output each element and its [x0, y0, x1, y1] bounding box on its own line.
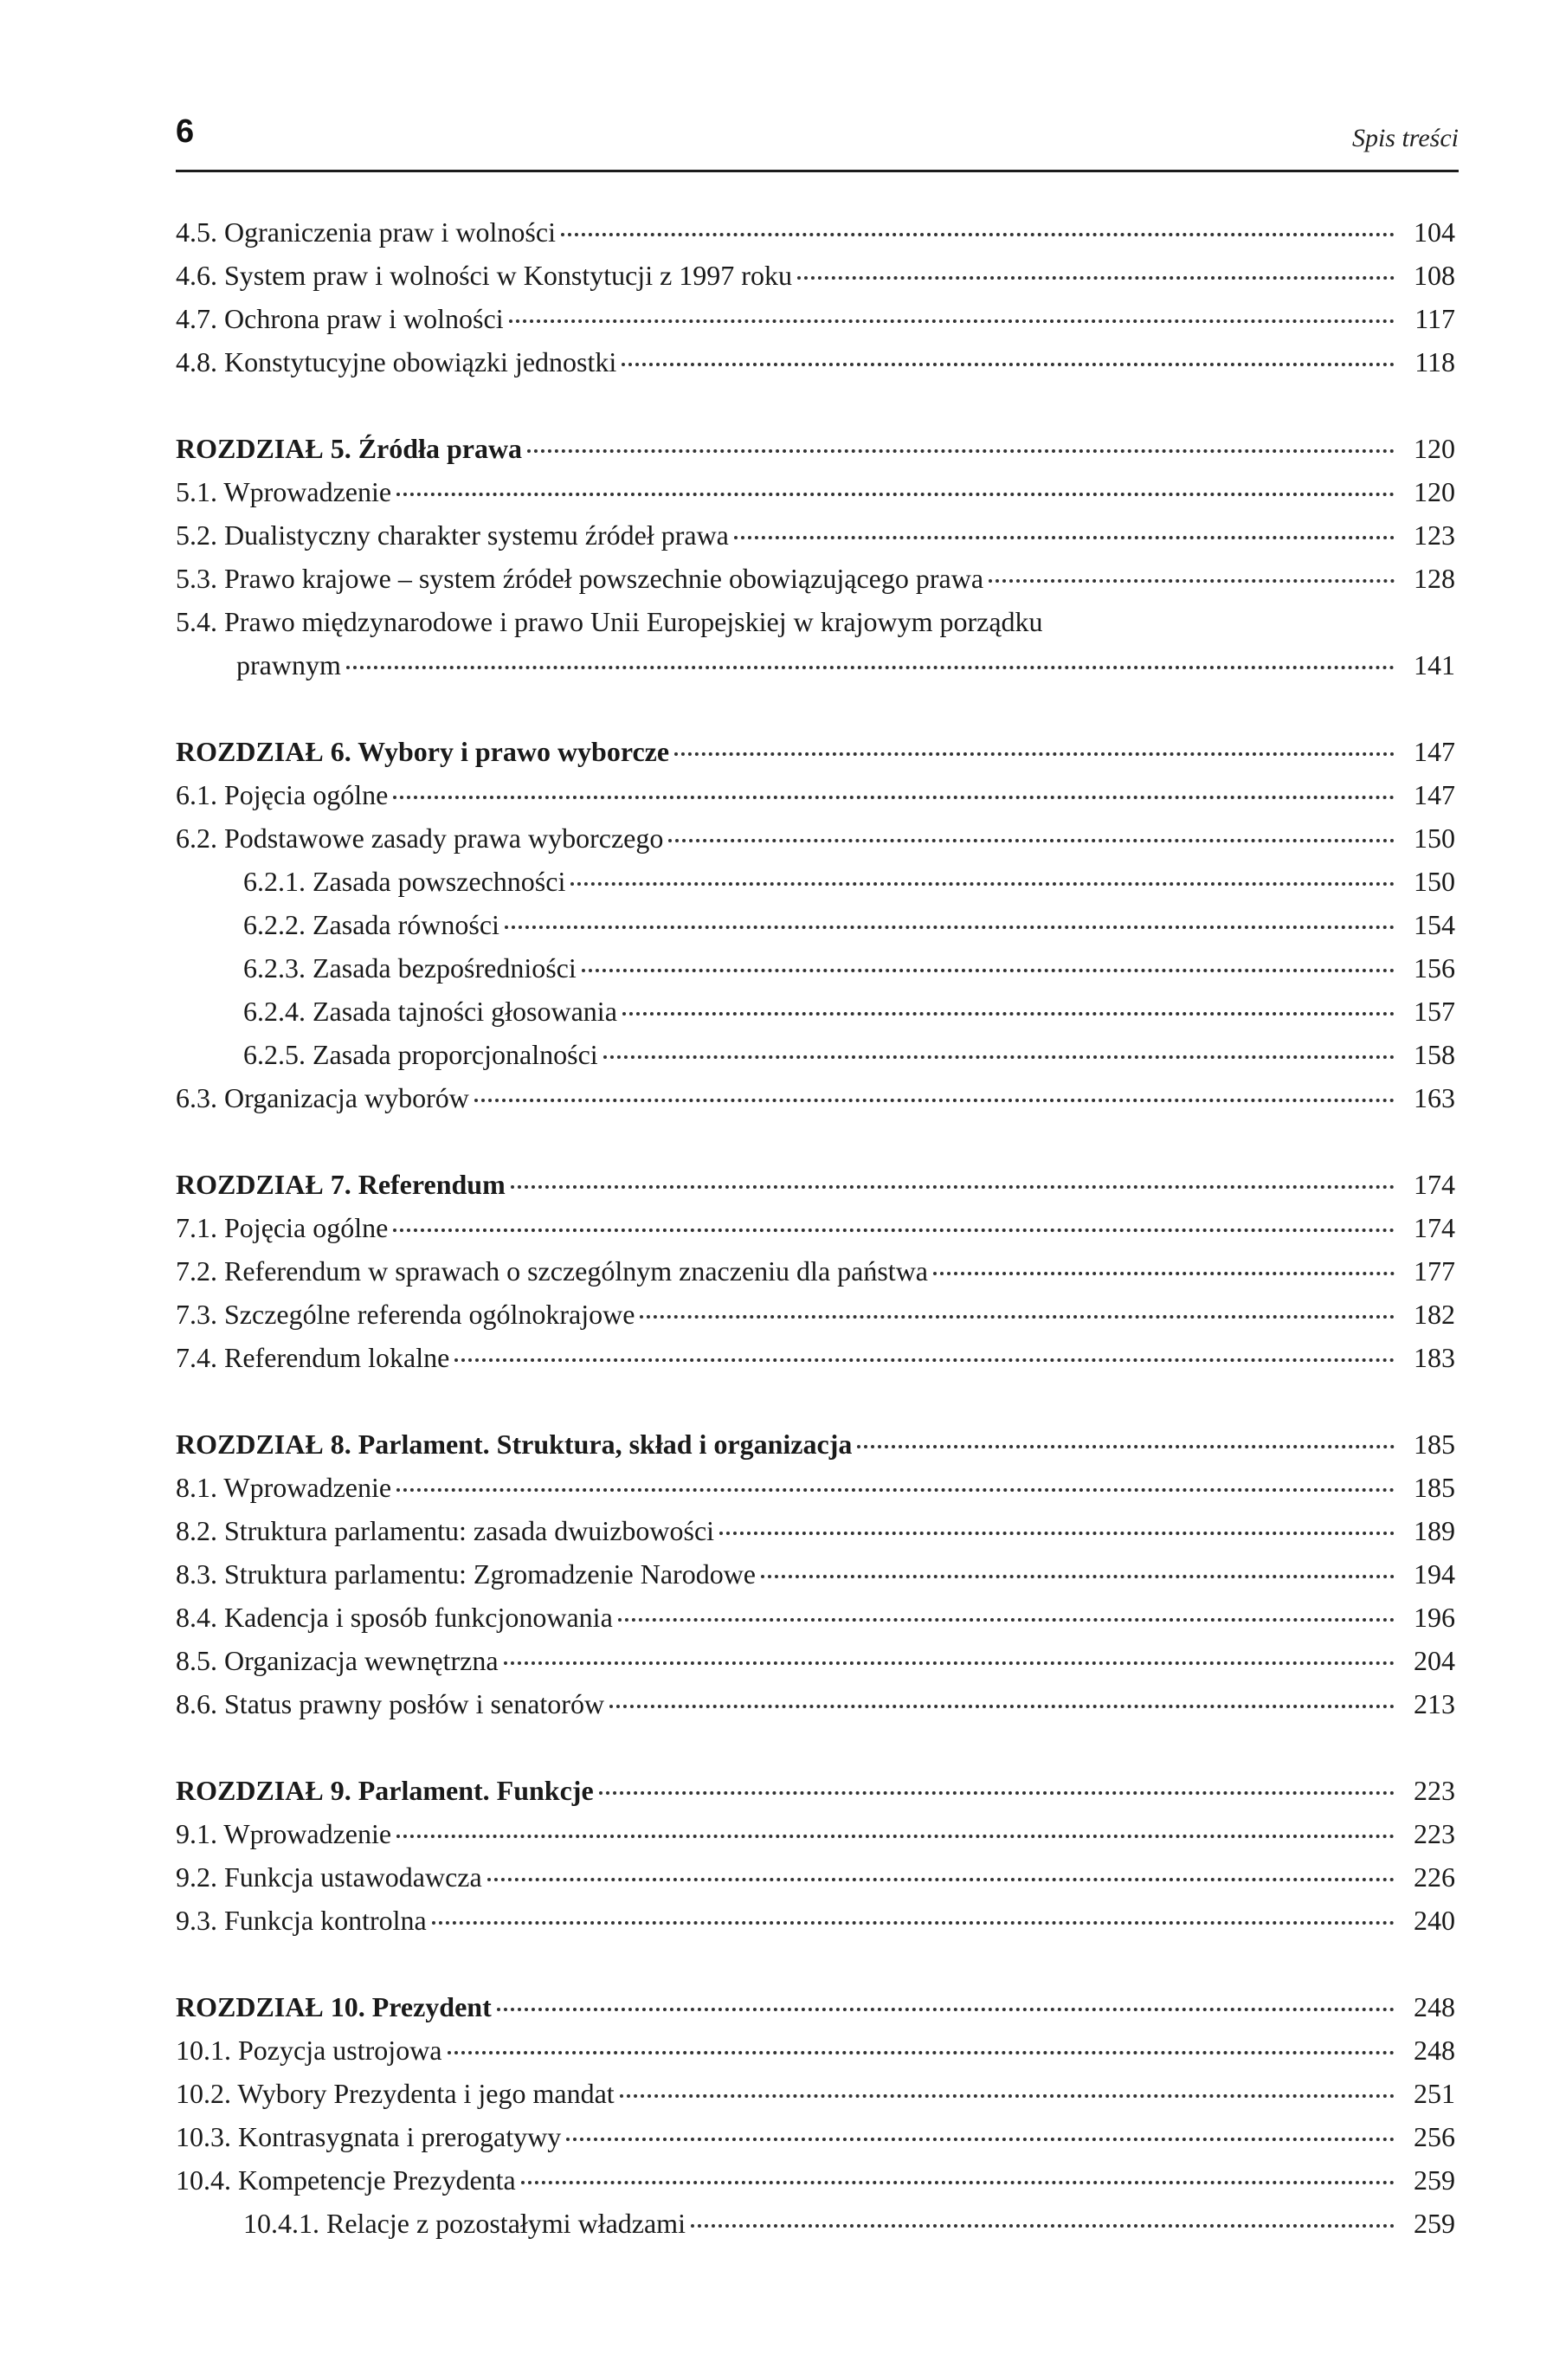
toc-entry-page: 251	[1414, 2078, 1455, 2109]
toc-entry-page: 150	[1414, 866, 1455, 897]
toc-group-chapter-5	[176, 427, 1455, 687]
toc-entry[interactable]	[176, 1899, 1455, 1942]
dot-leader	[396, 1488, 1395, 1492]
toc-entry-page: 183	[1414, 1342, 1455, 1373]
toc-entry-label: 6.2.2. Zasada równości	[243, 909, 499, 940]
toc-entry-page: 248	[1414, 1991, 1455, 2022]
toc-entry[interactable]	[176, 513, 1455, 557]
dot-leader	[620, 2094, 1395, 2098]
dot-leader	[432, 1921, 1395, 1925]
toc-entry[interactable]	[176, 1855, 1455, 1899]
dot-leader	[396, 493, 1395, 496]
toc-entry-label: ROZDZIAŁ 6. Wybory i prawo wyborcze	[176, 736, 670, 767]
toc-entry[interactable]	[176, 1509, 1455, 1552]
toc-entry-label: 7.2. Referendum w sprawach o szczególnym znaczeniu dla państwa	[176, 1255, 928, 1287]
toc-entry-label: 9.2. Funkcja ustawodawcza	[176, 1861, 482, 1893]
toc-entry-label: 4.6. System praw i wolności w Konstytucji z 1997 roku	[176, 260, 792, 291]
toc-entry[interactable]	[176, 2158, 1455, 2202]
dot-leader	[504, 1661, 1395, 1665]
toc-entry-page: 196	[1414, 1602, 1455, 1633]
toc-entry-label: 5.3. Prawo krajowe – system źródeł powszechnie obowiązującego prawa	[176, 563, 984, 594]
toc-entry-page: 128	[1414, 563, 1455, 594]
toc-entry[interactable]	[176, 1596, 1455, 1639]
toc-entry-label: 8.6. Status prawny posłów i senatorów	[176, 1688, 605, 1719]
toc-entry-page: 150	[1414, 822, 1455, 854]
dot-leader	[761, 1575, 1395, 1578]
toc-entry-page: 118	[1414, 346, 1455, 377]
toc-entry-page: 117	[1414, 303, 1455, 334]
toc-entry[interactable]	[176, 254, 1455, 297]
toc-entry-label: 8.3. Struktura parlamentu: Zgromadzenie Narodowe	[176, 1558, 756, 1590]
toc-entry-page: 213	[1414, 1688, 1455, 1719]
toc-entry-page: 147	[1414, 779, 1455, 810]
toc-entry-label-continuation: prawnym	[236, 649, 341, 680]
toc-subentry[interactable]	[176, 860, 1455, 903]
dot-leader	[487, 1878, 1395, 1881]
toc-entry-label: 8.5. Organizacja wewnętrzna	[176, 1645, 499, 1676]
dot-leader	[561, 233, 1395, 236]
toc-entry-page: 223	[1414, 1775, 1455, 1806]
dot-leader	[603, 1055, 1395, 1059]
toc-entry-page: 226	[1414, 1861, 1455, 1893]
toc-entry[interactable]	[176, 340, 1455, 384]
toc-entry-label: ROZDZIAŁ 5. Źródła prawa	[176, 433, 523, 464]
dot-leader	[511, 1185, 1395, 1189]
dot-leader	[454, 1358, 1395, 1362]
toc-entry[interactable]	[176, 2028, 1455, 2072]
dot-leader	[857, 1445, 1395, 1448]
running-head: Spis treści	[1351, 124, 1459, 152]
toc-subentry[interactable]	[176, 2202, 1455, 2245]
toc-entry-page: 163	[1414, 1082, 1455, 1113]
toc-entry-label: 10.1. Pozycja ustrojowa	[176, 2035, 442, 2066]
toc-entry-label: 6.3. Organizacja wyborów	[176, 1082, 469, 1113]
toc-entry[interactable]	[176, 1249, 1455, 1293]
dot-leader	[497, 2008, 1395, 2011]
toc-entry[interactable]	[176, 470, 1455, 513]
toc-entry-label: 7.4. Referendum lokalne	[176, 1342, 450, 1373]
toc-entry-page: 256	[1414, 2121, 1455, 2152]
toc-entry[interactable]	[176, 816, 1455, 860]
toc-entry-label: 9.3. Funkcja kontrolna	[176, 1905, 427, 1936]
toc-entry-label: ROZDZIAŁ 8. Parlament. Struktura, skład i organizacja	[176, 1429, 853, 1460]
dot-leader	[393, 796, 1395, 799]
toc-entry-label: 10.4.1. Relacje z pozostałymi władzami	[243, 2208, 686, 2239]
toc-entry[interactable]	[176, 600, 1455, 687]
toc-chapter-heading[interactable]	[176, 1422, 1455, 1466]
toc-entry-page: 156	[1414, 952, 1455, 984]
toc-group-chapter-8	[176, 1422, 1455, 1725]
toc-subentry[interactable]	[176, 903, 1455, 946]
toc-entry-label: 10.2. Wybory Prezydenta i jego mandat	[176, 2078, 615, 2109]
dot-leader	[674, 752, 1395, 756]
dot-leader	[734, 536, 1395, 539]
toc-entry[interactable]	[176, 210, 1455, 254]
toc-entry-label: 4.7. Ochrona praw i wolności	[176, 303, 504, 334]
toc-entry-page: 174	[1414, 1212, 1455, 1243]
toc-entry-label: 7.3. Szczególne referenda ogólnokrajowe	[176, 1299, 635, 1330]
toc-entry[interactable]	[176, 1552, 1455, 1596]
dot-leader	[691, 2224, 1395, 2228]
toc-entry-page: 147	[1414, 736, 1455, 767]
toc-chapter-heading[interactable]	[176, 427, 1455, 470]
toc-entry[interactable]	[176, 557, 1455, 600]
toc-entry-page: 185	[1414, 1472, 1455, 1503]
page-number: 6	[176, 113, 195, 150]
toc-entry-page: 189	[1414, 1515, 1455, 1546]
toc-entry-label: 4.8. Konstytucyjne obowiązki jednostki	[176, 346, 617, 377]
toc-entry-page: 240	[1414, 1905, 1455, 1936]
dot-leader	[527, 449, 1395, 453]
dot-leader	[933, 1272, 1395, 1275]
toc-entry-page: 141	[1414, 649, 1455, 680]
toc-entry[interactable]	[176, 1639, 1455, 1682]
dot-leader	[618, 1618, 1395, 1622]
toc-entry-page: 259	[1414, 2208, 1455, 2239]
toc-entry-page: 120	[1414, 433, 1455, 464]
dot-leader	[570, 882, 1395, 886]
dot-leader	[622, 363, 1395, 366]
toc-entry[interactable]	[176, 1206, 1455, 1249]
toc-entry-page: 194	[1414, 1558, 1455, 1590]
toc-entry-label: 8.4. Kadencja i sposób funkcjonowania	[176, 1602, 613, 1633]
toc-chapter-heading[interactable]	[176, 730, 1455, 773]
toc-entry-label: 10.3. Kontrasygnata i prerogatywy	[176, 2121, 562, 2152]
dot-leader	[622, 1012, 1395, 1016]
toc-entry-label: 10.4. Kompetencje Prezydenta	[176, 2164, 516, 2196]
toc-entry-label: 6.1. Pojęcia ogólne	[176, 779, 389, 810]
dot-leader	[668, 839, 1395, 842]
toc-entry[interactable]	[176, 2115, 1455, 2158]
toc-entry[interactable]	[176, 773, 1455, 816]
toc-entry-page: 259	[1414, 2164, 1455, 2196]
toc-entry-page: 182	[1414, 1299, 1455, 1330]
table-of-contents	[176, 210, 1455, 2288]
dot-leader	[509, 319, 1395, 323]
toc-subentry[interactable]	[176, 1033, 1455, 1076]
dot-leader	[521, 2181, 1395, 2184]
dot-leader	[346, 666, 1395, 669]
toc-group-chapter-7	[176, 1163, 1455, 1379]
toc-entry-page: 185	[1414, 1429, 1455, 1460]
toc-entry[interactable]	[176, 1812, 1455, 1855]
toc-entry-label: 6.2.4. Zasada tajności głosowania	[243, 996, 617, 1027]
toc-entry-page: 177	[1414, 1255, 1455, 1287]
toc-entry-label: 8.2. Struktura parlamentu: zasada dwuizbowości	[176, 1515, 715, 1546]
toc-entry-page: 154	[1414, 909, 1455, 940]
toc-chapter-heading[interactable]	[176, 1163, 1455, 1206]
dot-leader	[599, 1791, 1395, 1795]
toc-entry-label: 6.2.1. Zasada powszechności	[243, 866, 566, 897]
toc-entry-page: 123	[1414, 519, 1455, 551]
dot-leader	[609, 1705, 1395, 1708]
toc-entry-label: ROZDZIAŁ 10. Prezydent	[176, 1991, 492, 2022]
toc-entry-page: 204	[1414, 1645, 1455, 1676]
toc-entry-page: 248	[1414, 2035, 1455, 2066]
toc-entry-label: 6.2.3. Zasada bezpośredniości	[243, 952, 577, 984]
toc-group-chapter-4-continued	[176, 210, 1455, 384]
toc-group-chapter-9	[176, 1769, 1455, 1942]
toc-entry-label: ROZDZIAŁ 7. Referendum	[176, 1169, 506, 1200]
dot-leader	[582, 969, 1395, 972]
dot-leader	[719, 1532, 1395, 1535]
dot-leader	[505, 926, 1395, 929]
toc-group-chapter-10	[176, 1985, 1455, 2245]
dot-leader	[797, 276, 1395, 280]
toc-entry[interactable]	[176, 297, 1455, 340]
toc-entry-page: 174	[1414, 1169, 1455, 1200]
dot-leader	[393, 1229, 1395, 1232]
dot-leader	[640, 1315, 1395, 1319]
toc-entry[interactable]	[176, 1466, 1455, 1509]
toc-group-chapter-6	[176, 730, 1455, 1119]
toc-entry-label: 4.5. Ograniczenia praw i wolności	[176, 216, 556, 248]
dot-leader	[396, 1835, 1395, 1838]
toc-entry-page: 108	[1414, 260, 1455, 291]
toc-entry[interactable]	[176, 2072, 1455, 2115]
toc-entry-label: 9.1. Wprowadzenie	[176, 1818, 392, 1849]
toc-chapter-heading[interactable]	[176, 1985, 1455, 2028]
toc-entry-label: 5.1. Wprowadzenie	[176, 476, 392, 507]
toc-entry-continuation	[176, 643, 1455, 687]
toc-entry-label: 6.2. Podstawowe zasady prawa wyborczego	[176, 822, 664, 854]
dot-leader	[566, 2138, 1395, 2141]
toc-entry-page: 120	[1414, 476, 1455, 507]
toc-entry-label: 6.2.5. Zasada proporcjonalności	[243, 1039, 598, 1070]
toc-chapter-heading[interactable]	[176, 1769, 1455, 1812]
toc-entry-page: 158	[1414, 1039, 1455, 1070]
toc-subentry[interactable]	[176, 946, 1455, 990]
toc-entry-label: ROZDZIAŁ 9. Parlament. Funkcje	[176, 1775, 594, 1806]
toc-entry-label: 7.1. Pojęcia ogólne	[176, 1212, 389, 1243]
toc-entry-label: 8.1. Wprowadzenie	[176, 1472, 392, 1503]
toc-entry-page: 157	[1414, 996, 1455, 1027]
header-rule	[176, 170, 1459, 172]
page-header	[176, 111, 1459, 171]
toc-subentry[interactable]	[176, 990, 1455, 1033]
dot-leader	[989, 579, 1395, 583]
toc-entry[interactable]	[176, 1293, 1455, 1336]
toc-entry[interactable]	[176, 1076, 1455, 1119]
toc-entry-page: 223	[1414, 1818, 1455, 1849]
dot-leader	[448, 2051, 1395, 2054]
toc-entry-page: 104	[1414, 216, 1455, 248]
toc-entry[interactable]	[176, 1336, 1455, 1379]
toc-entry[interactable]	[176, 1682, 1455, 1725]
toc-entry-label: 5.4. Prawo międzynarodowe i prawo Unii Europejskiej w krajowym porządku	[176, 606, 1043, 637]
toc-entry-label: 5.2. Dualistyczny charakter systemu źródeł prawa	[176, 519, 729, 551]
dot-leader	[474, 1099, 1395, 1102]
